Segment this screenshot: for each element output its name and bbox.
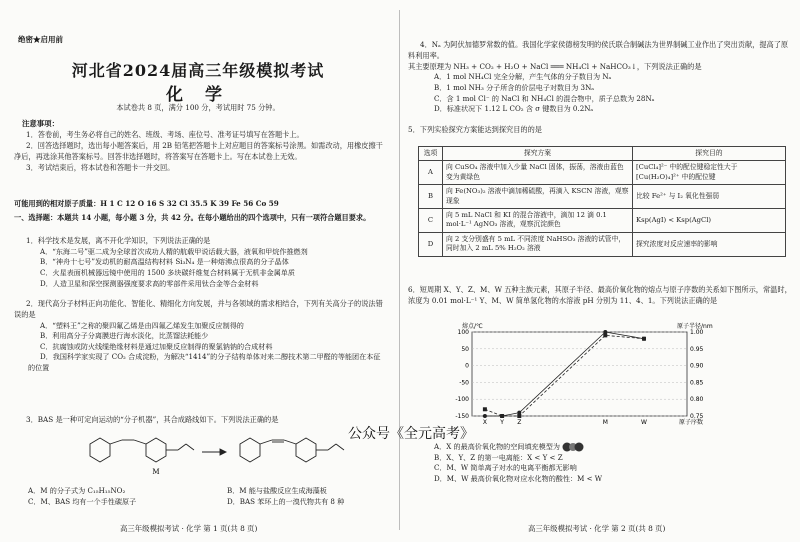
table-cell: 向 5 mL NaCl 和 KI 的混合溶液中，滴加 12 滴 0.1 mol·L⁻¹ AgNO₃ 溶液，观察沉淀颜色: [443, 209, 633, 233]
x-tick-label: Z: [517, 419, 522, 426]
question-3: [14, 415, 386, 426]
table-cell: 向 Fe(NO₃)₂ 溶液中滴加稀硫酸，再滴入 KSCN 溶液，观察现象: [443, 185, 633, 209]
series-2-point: [517, 414, 521, 418]
table-cell: 探究浓度对反应速率的影响: [633, 232, 786, 256]
q2-option-b: B．利用高分子分离膜进行海水淡化，比蒸馏法耗能少: [40, 331, 209, 341]
left-tick-label: -150: [455, 413, 469, 420]
co2-space-filling-model-icon: [562, 442, 584, 452]
series-2-point: [483, 407, 487, 411]
section-one: 一、选择题：本题共 14 小题，每小题 3 分，共 42 分。在每小题给出的四个选项中，只有一项符合题目要求。: [14, 213, 371, 222]
table-cell: D: [419, 232, 443, 256]
left-tick-label: -100: [455, 396, 469, 404]
table-cell: B: [419, 185, 443, 209]
q3-option-c: C．M、BAS 均有一个手性碳原子: [28, 496, 137, 506]
q6-options: [408, 442, 794, 484]
q3-option-b: B．M 能与盐酸反应生成海藻板: [227, 486, 327, 495]
table-row: [419, 232, 786, 256]
q6-option-a: [408, 442, 794, 453]
page-right: [402, 0, 800, 542]
table-cell: 向 2 支分别盛有 5 mL 不同浓度 NaHSO₃ 溶液的试管中，同时加入 2 mL 5% H₂O₂ 溶液: [443, 232, 633, 256]
left-axis-label: 熔点/℃: [462, 323, 483, 330]
right-axis-label: 原子半径/nm: [677, 323, 713, 330]
series-line-2: [485, 335, 644, 416]
q6-option-d: D．M、W 最高价氧化物对应水化物的酸性：M < W: [434, 473, 603, 483]
footer-right: 高三年级模拟考试 · 化学 第 2 页(共 8 页): [528, 524, 666, 533]
exam-info: 本试卷共 8 页，满分 100 分，考试用时 75 分钟。: [116, 103, 280, 112]
q3-stem: 3．BAS 是一种可定向运动的“分子机器”，其合成路线如下。下列说法正确的是: [26, 415, 279, 424]
q5-stem: 5．下列实验探究方案能达到探究目的的是: [408, 125, 542, 134]
series-1-point: [483, 414, 487, 418]
right-tick-label: 0.95: [690, 345, 704, 353]
q4-option-d: D．标准状况下 1.12 L CO₂ 含 σ 键数目为 0.2Nₐ: [434, 104, 594, 114]
q6-option-a-text: A．X 的最高价氧化物的空间填充模型为: [434, 442, 560, 451]
left-tick-label: 100: [457, 329, 469, 336]
table-header-row: [419, 147, 786, 161]
right-tick-label: 0.75: [690, 413, 704, 420]
chart-frame: [455, 322, 712, 426]
bas-synthesis-diagram: [70, 432, 370, 480]
table-row: [419, 209, 786, 233]
q2-option-a: A．“塑料王”之称的聚四氟乙烯是由四氟乙烯发生加聚反应制得的: [40, 320, 244, 330]
x-tick-label: W: [641, 419, 647, 426]
q1-stem: 1．科学技术是发展，离不开化学知识，下列说法正确的是: [26, 236, 211, 245]
q6-stem: 6．短周期 X、Y、Z、M、W 五种主族元素，其原子半径、最高价氧化物的熔点与原子序数的关系如下图所示，常温时，浓度为 0.01 mol·L⁻¹ Y、M、W 简单氢化物的水溶液 pH 分别为 11、4、1。下列说法正确的是: [408, 285, 792, 305]
right-tick-label: 0.85: [690, 379, 704, 387]
right-tick-label: 1.00: [690, 329, 704, 336]
x-tick-label: Y: [500, 419, 504, 426]
table-header-cell: 探究目的: [633, 147, 786, 161]
chart-marks: [483, 330, 646, 418]
left-tick-label: -50: [459, 379, 469, 387]
q3-option-d: D．BAS 苯环上的一溴代物共有 8 种: [227, 496, 345, 506]
series-2-point: [642, 337, 646, 341]
notices: [14, 129, 386, 173]
notice-1: 1．答卷前，考生务必将自己的姓名、班级、考场、座位号、准考证号填写在答题卡上。: [26, 130, 304, 139]
q2-stem: 2．现代高分子材料正向功能化、智能化、精细化方向发展，并与各领域的需求相结合，下列有关高分子的说法错误的是: [14, 299, 383, 319]
q6-option-c: C．M、W 简单离子对水的电离平衡都无影响: [434, 463, 577, 473]
table-header-cell: 选项: [419, 147, 443, 161]
plot-area: [472, 332, 687, 416]
left-tick-label: 0: [465, 362, 469, 370]
table-cell: A: [419, 161, 443, 185]
q4-stem: 4．Nₐ 为阿伏加德罗常数的值。我国化学家侯德榜发明的侯氏联合制碱法为世界制碱工业作出了突出贡献，提高了原料利用率。: [408, 40, 789, 60]
table-row: [419, 185, 786, 209]
right-tick-label: 0.90: [690, 362, 704, 370]
table-cell: Ksp(AgI) < Ksp(AgCl): [633, 209, 786, 233]
table-cell: 向 CuSO₄ 溶液中加入少量 NaCl 固体，振荡，溶液由蓝色变为黄绿色: [443, 161, 633, 185]
notice-3: 3．考试结束后，将本试卷和答题卡一并交回。: [26, 163, 175, 172]
notice-2: 2．回答选择题时，选出每小题答案后，用 2B 铅笔把答题卡上对应题目的答案标号涂黑。如需改动，用橡皮擦干净后，再选涂其他答案标号。回答非选择题时，将答案写在答题卡上。写在本试卷上无效。: [14, 141, 383, 161]
x-axis-label: 原子序数: [679, 419, 704, 426]
right-tick-label: 0.80: [690, 396, 704, 404]
page-divider: [399, 10, 400, 530]
footer-left: 高三年级模拟考试 · 化学 第 1 页(共 8 页): [120, 524, 258, 533]
q3-option-a: A．M 的分子式为 C₁₅H₁₅NO₂: [28, 486, 126, 495]
q3-options: [14, 486, 386, 507]
table-cell: C: [419, 209, 443, 233]
series-2-point: [500, 414, 504, 418]
left-tick-label: 50: [461, 345, 469, 353]
q2-option-d: D．我国科学家实现了 CO₂ 合成淀粉，为解决“1414”的分子结构单体对来二醇技术第二甲醛的等能团在本征的位置: [28, 352, 381, 372]
exam-title: 河北省2024届高三年级模拟考试: [71, 61, 325, 80]
atomic-masses: 可能用到的相对原子质量：H 1 C 12 O 16 S 32 Cl 35.5 K 39 Fe 56 Co 59: [14, 199, 279, 208]
q2-option-c: C．抗腐蚀或防火线缆绝缘材料是通过加聚反应制得的聚氯钠钠的合成材料: [40, 341, 273, 351]
q1-option-d: D．人造卫星和深空探测器强度要求高的零部件采用钛合金等合金材料: [40, 278, 259, 288]
q5-table: [418, 146, 786, 257]
q4-option-a: A．1 mol NH₄Cl 完全分解，产生气体的分子数目为 Nₐ: [434, 72, 612, 82]
x-tick-label: X: [482, 419, 487, 426]
question-4: [408, 40, 794, 115]
table-header-cell: 探究方案: [443, 147, 633, 161]
q4-option-b: B．1 mol NH₃ 分子所含的价层电子对数目为 3Nₐ: [434, 82, 595, 92]
page-left: [0, 0, 396, 542]
watermark: 公众号《全元高考》: [348, 426, 474, 442]
q1-option-a: A．“东海二号”驱二成为全球首次成功人精的航载甲说话载大器，液氧和甲烷作推燃剂: [40, 246, 308, 256]
q1-option-b: B．“神舟十七号”发动机的耐高温结构材料 Si₃N₄ 是一种熔沸点很高的分子晶体: [40, 257, 289, 267]
molecule-m-label: M: [152, 468, 160, 476]
q6-option-b: B．X、Y、Z 的第一电离能：X < Y < Z: [434, 452, 563, 462]
q6-chart: [432, 320, 732, 430]
x-tick-label: M: [602, 419, 608, 426]
benzene-ring-1: [90, 438, 110, 462]
series-2-point: [603, 333, 607, 337]
question-2: [14, 299, 386, 374]
question-1: [14, 236, 386, 289]
q4-option-c: C．含 1 mol Cl⁻ 的 NaCl 和 NH₄Cl 的混合物中，质子总数为 28Nₐ: [434, 93, 655, 103]
secret-label: 绝密★启用前: [18, 35, 63, 44]
table-row: [419, 161, 786, 185]
benzene-ring-3: [240, 438, 260, 462]
benzene-ring-2: [146, 438, 166, 462]
q4-reaction: 其主要原理为 NH₃ + CO₂ + H₂O + NaCl ═══ NH₄Cl + NaHCO₃↓，下列说法正确的是: [408, 61, 702, 71]
subject-title: 化 学: [166, 85, 230, 105]
benzene-ring-4: [296, 438, 316, 462]
table-cell: 比较 Fe²⁺ 与 I₂ 氧化性强弱: [633, 185, 786, 209]
q1-option-c: C．火星表面机械器远镜中使用的 1500 多块碳纤维复合材料属于无机非金属单质: [40, 267, 295, 277]
notice-heading: 注意事项：: [22, 119, 59, 128]
table-cell: [CuCl₄]²⁻ 中的配位键稳定性大于 [Cu(H₂O)₄]²⁺ 中的配位键: [633, 161, 786, 185]
